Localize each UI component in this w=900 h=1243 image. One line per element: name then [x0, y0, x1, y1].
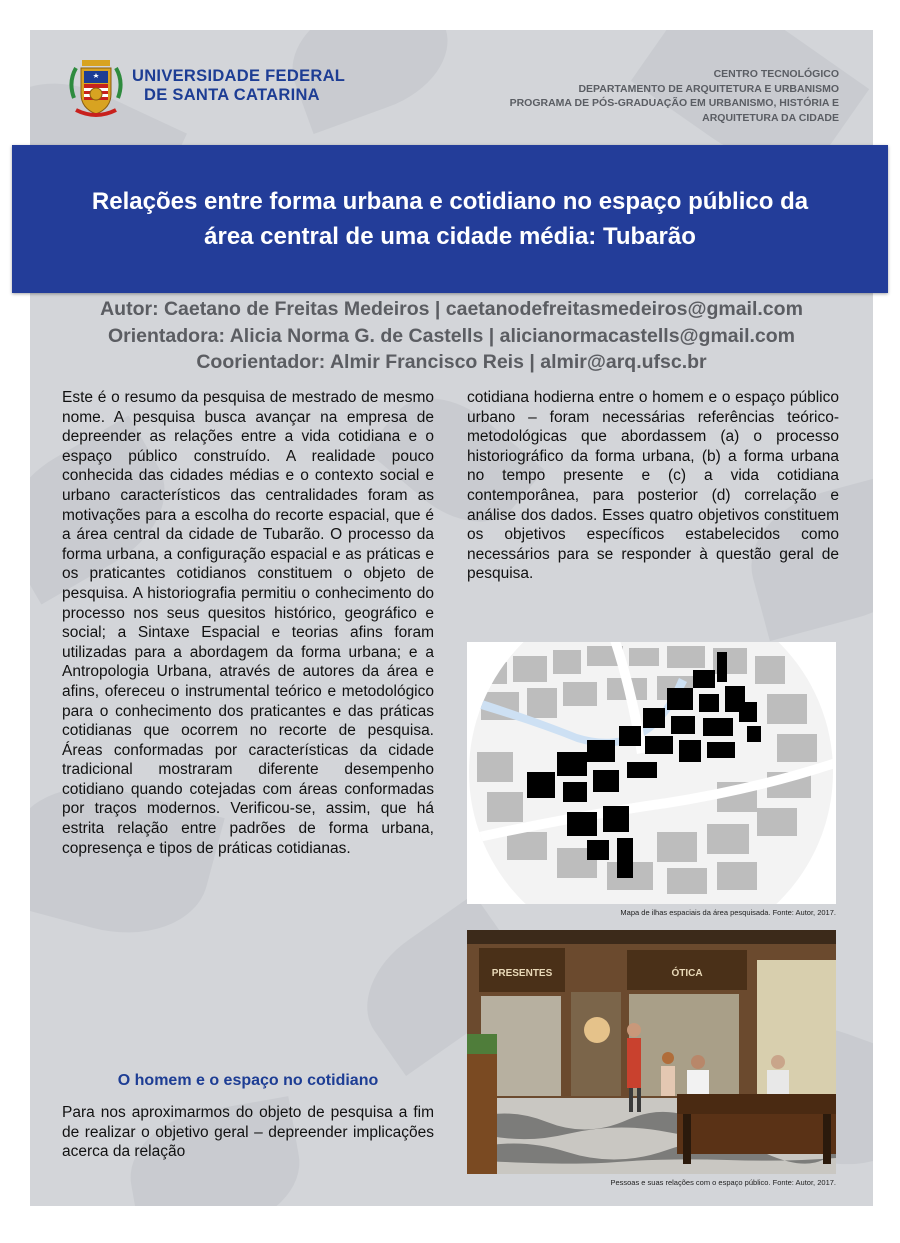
section-continue-paragraph: cotidiana hodierna entre o homem e o espaço público urbano – foram necessárias referências teórico-metodológicas que abordassem (a) o processo historiográfico da forma urbana, (b) a forma urbana no tempo presente e (c) a vida cotidiana contemporânea, para posterior (d) correlação e análise dos dados. Esses quatro objetivos constituem os objetivos específicos estabelecidos como necessários para se responder à questão geral de pesquisa.: [467, 389, 839, 583]
abstract-column: [62, 388, 434, 858]
title-banner: [12, 145, 888, 293]
university-name-line2: DE SANTA CATARINA: [144, 86, 320, 104]
poster-title: [20, 184, 880, 254]
dept-line: PROGRAMA DE PÓS-GRADUAÇÃO EM URBANISMO, HISTÓRIA E: [509, 97, 839, 109]
sign-otica: ÓTICA: [671, 968, 703, 979]
university-name: [132, 67, 345, 105]
spatial-islands-map: [467, 642, 836, 904]
display-clock-icon: [584, 1017, 610, 1043]
author-line: Autor: Caetano de Freitas Medeiros | caetanodefreitasmedeiros@gmail.com: [100, 298, 803, 320]
dept-line: CENTRO TECNOLÓGICO: [713, 68, 839, 80]
department-block: [510, 67, 839, 125]
title-line2: área central de uma cidade média: Tubarão: [204, 223, 696, 250]
dept-line: DEPARTAMENTO DE ARQUITETURA E URBANISMO: [578, 82, 839, 95]
sign-presentes: PRESENTES: [491, 968, 553, 979]
map-caption: Mapa de ilhas espaciais da área pesquisada. Fonte: Autor, 2017.: [620, 908, 836, 917]
section-heading: O homem e o espaço no cotidiano: [117, 1072, 379, 1089]
university-name-line1: UNIVERSIDADE FEDERAL: [132, 67, 346, 85]
university-crest-icon: [66, 54, 126, 124]
right-text-column: [467, 388, 839, 584]
photo-graphic: [467, 930, 836, 1174]
section-start-paragraph: Para nos aproximarmos do objeto de pesquisa a fim de realizar o objetivo geral – depreender implicações acerca da relação: [62, 1104, 434, 1161]
section-start-column: [62, 1103, 434, 1162]
authors-block: [30, 296, 873, 376]
dept-line: ARQUITETURA DA CIDADE: [702, 111, 839, 124]
abstract-paragraph: Este é o resumo da pesquisa de mestrado de mesmo nome. A pesquisa busca avançar na empresa de depreender as relações entre a vida cotidiana e o espaço público construído. A realidade pouco conhecida das cidades médias e o contexto social e urbano característicos das centralidades foram as motivações para a escolha do recorte espacial, que é a área central da cidade de Tubarão. O processo da forma urbana, a configuração espacial e as práticas e os praticantes cotidianos constituem o objeto de pesquisa. A historiografia permitiu o conhecimento do processo nos seus quesitos histórico, geográfico e social; a Sintaxe Espacial e teorias afins foram utilizadas para a abordagem da forma urbana; e a Antropologia Urbana, através de autores da área e afins, ofereceu o instrumental teórico e metodológico para o conhecimento dos praticantes e das práticas cotidianas que ocorrem no recorte de pesquisa. Áreas conformadas por características da cidade tradicional mostraram diferente desempenho cotidiano quando cotejadas com áreas conformadas por traços modernos. Verificou-se, assim, que há estrita relação entre padrões de forma urbana, copresença e tipos de práticas cotidianas.: [62, 389, 434, 857]
title-line1: Relações entre forma urbana e cotidiano no espaço público da: [91, 188, 809, 215]
street-photo: [467, 930, 836, 1174]
photo-caption: Pessoas e suas relações com o espaço público. Fonte: Autor, 2017.: [610, 1178, 836, 1187]
coadvisor-line: Coorientador: Almir Francisco Reis | almir@arq.ufsc.br: [196, 351, 707, 373]
advisor-line: Orientadora: Alicia Norma G. de Castells | alicianormacastells@gmail.com: [108, 324, 795, 347]
map-graphic: [467, 642, 836, 904]
